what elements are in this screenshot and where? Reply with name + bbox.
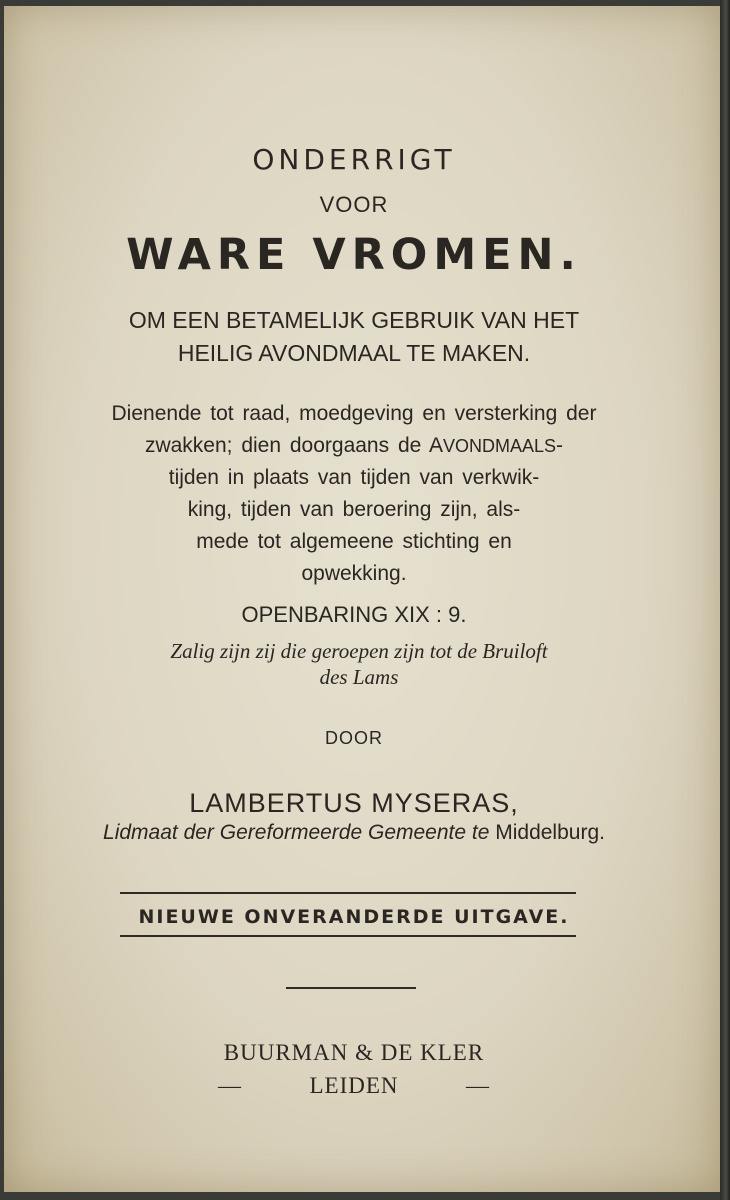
rule-top xyxy=(120,892,576,894)
publisher-city-line xyxy=(4,1073,704,1099)
scripture-quote-line-1: Zalig zijn zij die geroepen zijn tot de Bruiloft xyxy=(170,639,548,663)
scripture-quote xyxy=(9,638,709,690)
title-line-1: ONDERRIGT xyxy=(252,143,456,176)
author-affiliation-city: Middelburg. xyxy=(495,821,605,844)
description-line-3: tijden in plaats van tijden van verkwik- xyxy=(168,466,540,489)
author-by: DOOR xyxy=(325,728,383,748)
subtitle xyxy=(4,304,704,370)
publisher-city: LEIDEN xyxy=(309,1073,399,1098)
rule-bottom xyxy=(120,935,576,937)
book-edge xyxy=(720,0,730,1200)
subtitle-line-2: HEILIG AVONDMAAL TE MAKEN. xyxy=(177,340,531,366)
edition-label: NIEUWE ONVERANDERDE UITGAVE. xyxy=(138,906,570,928)
dash-right: — xyxy=(466,1073,491,1098)
author-affiliation-italic: Lidmaat der Gereformeerde Gemeente te xyxy=(103,821,496,844)
title-page xyxy=(4,6,720,1192)
description-line-2c: - xyxy=(556,434,564,457)
main-title: WARE VROMEN. xyxy=(126,230,582,280)
description-line-2 xyxy=(4,430,704,462)
description xyxy=(4,398,704,590)
description-line-5: mede tot algemeene stichting en xyxy=(196,530,512,553)
description-line-6: opwekking. xyxy=(301,562,407,585)
scripture-reference: OPENBARING XIX : 9. xyxy=(241,602,467,627)
author-affiliation xyxy=(4,821,704,845)
publisher-name: BUURMAN & DE KLER xyxy=(223,1040,485,1065)
subtitle-line-1: OM EEN BETAMELIJK GEBRUIK VAN HET xyxy=(128,307,580,333)
description-line-1: Dienende tot raad, moedgeving en versterking der xyxy=(111,402,597,425)
title-line-2: VOOR xyxy=(319,192,389,217)
description-line-4: king, tijden van beroering zijn, als- xyxy=(187,498,521,521)
author-name: LAMBERTUS MYSERAS, xyxy=(189,788,519,818)
dash-left: — xyxy=(217,1073,242,1098)
description-line-2b: VONDMAALS xyxy=(443,436,557,456)
description-line-2a: zwakken; dien doorgaans de A xyxy=(144,434,443,457)
short-divider xyxy=(286,987,416,989)
scripture-quote-line-2: des Lams xyxy=(319,665,399,689)
